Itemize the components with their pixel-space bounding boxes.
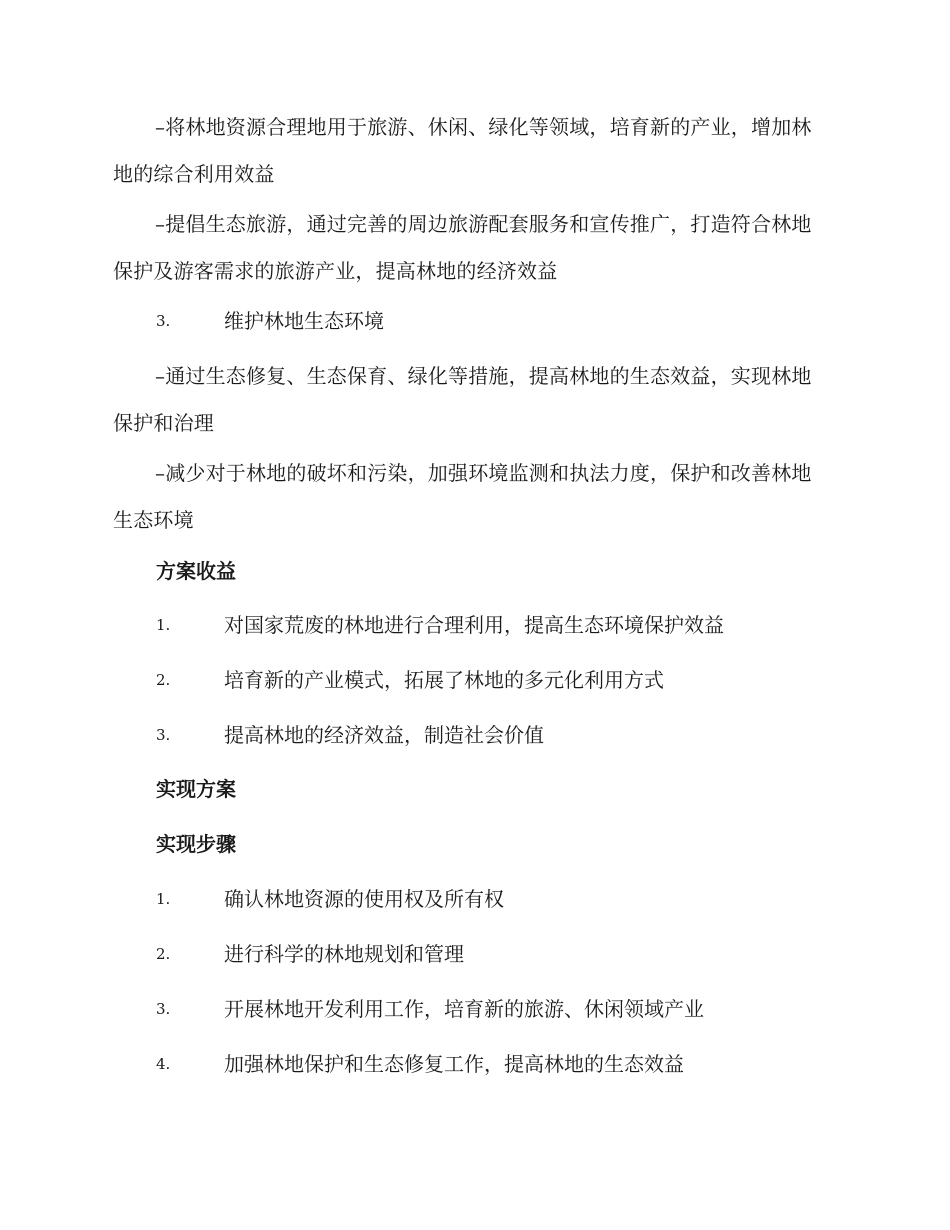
paragraph-eco-tourism: –提倡生态旅游，通过完善的周边旅游配套服务和宣传推广，打造符合林地保护及游客需求的旅游产业，提高林地的经济效益 <box>113 212 812 283</box>
paragraph-tourism-use: –将林地资源合理地用于旅游、休闲、绿化等领域，培育新的产业，增加林地的综合利用效益 <box>113 115 812 186</box>
list-item-text: 维护林地生态环境 <box>224 309 384 333</box>
heading-implementation-steps: 实现步骤 <box>156 832 236 856</box>
list-item-number: 2. <box>156 671 171 689</box>
list-item-maintain-environment <box>156 306 856 336</box>
list-item-step-2 <box>156 939 856 969</box>
list-item-step-3 <box>156 994 856 1024</box>
list-item-text: 提高林地的经济效益，制造社会价值 <box>224 723 544 747</box>
list-item-benefit-2 <box>156 665 856 695</box>
list-item-number: 1. <box>156 616 171 634</box>
list-item-benefit-1 <box>156 610 856 640</box>
list-item-text: 进行科学的林地规划和管理 <box>224 942 464 966</box>
list-item-number: 3. <box>156 312 171 330</box>
list-item-number: 3. <box>156 1000 171 1018</box>
list-item-text: 确认林地资源的使用权及所有权 <box>224 887 504 911</box>
list-item-step-1 <box>156 884 856 914</box>
list-item-text: 培育新的产业模式，拓展了林地的多元化利用方式 <box>224 668 664 692</box>
list-item-number: 2. <box>156 945 171 963</box>
heading-implementation: 实现方案 <box>156 777 236 801</box>
list-item-text: 加强林地保护和生态修复工作，提高林地的生态效益 <box>224 1052 684 1076</box>
list-item-number: 3. <box>156 726 171 744</box>
heading-benefits: 方案收益 <box>156 559 236 583</box>
list-item-benefit-3 <box>156 720 856 750</box>
list-item-number: 4. <box>156 1055 171 1073</box>
paragraph-reduce-damage: –减少对于林地的破坏和污染，加强环境监测和执法力度，保护和改善林地生态环境 <box>113 461 812 532</box>
list-item-number: 1. <box>156 890 171 908</box>
list-item-text: 对国家荒废的林地进行合理利用，提高生态环境保护效益 <box>224 613 724 637</box>
list-item-text: 开展林地开发利用工作，培育新的旅游、休闲领域产业 <box>224 997 704 1021</box>
list-item-step-4 <box>156 1049 856 1079</box>
paragraph-eco-restoration: –通过生态修复、生态保育、绿化等措施，提高林地的生态效益，实现林地保护和治理 <box>113 364 812 435</box>
